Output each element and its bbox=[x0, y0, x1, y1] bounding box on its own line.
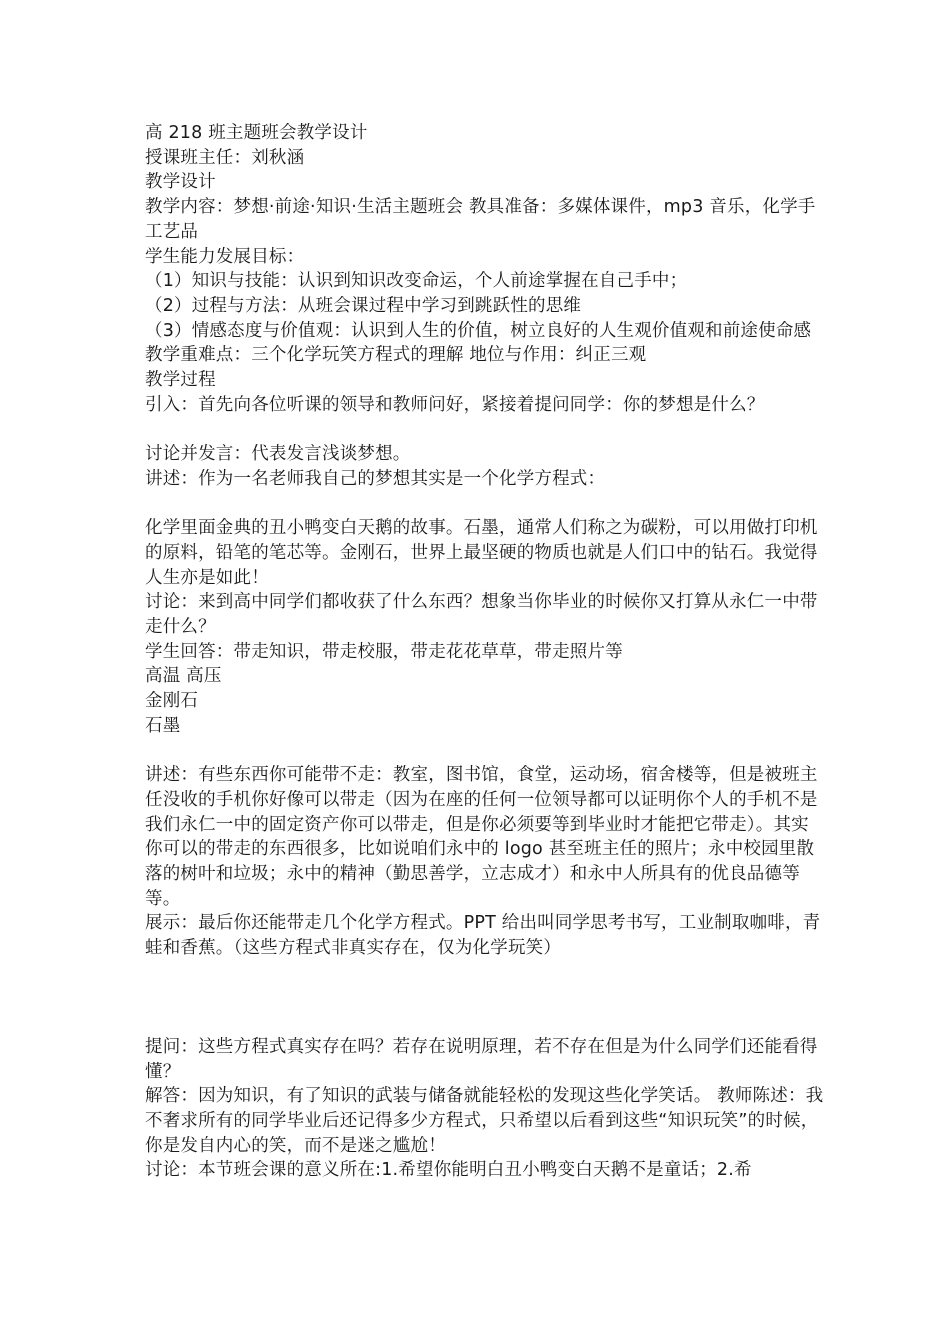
lecture-paragraph-2: 讲述：有些东西你可能带不走：教室，图书馆，食堂，运动场，宿舍楼等，但是被班主任没收的手机你好像可以带走（因为在座的任何一位领导都可以证明你个人的手机不是我们永仁一中的固定资产你可以带走，但是你必须要等到毕业时才能把它带走）。其实你可以的带走的东西很多，比如说咱们永中的 logo 甚至班主任的照片；永中校园里散落的树叶和垃圾；永中的精神（勤思善学，立志成才）和永中人所具有的优良品德等等。 bbox=[145, 765, 818, 909]
teacher-line: 授课班主任：刘秋涵 bbox=[145, 147, 305, 168]
goal-item-2: （2）过程与方法：从班会课过程中学习到跳跃性的思维 bbox=[145, 295, 582, 316]
document-title: 高 218 班主题班会教学设计 bbox=[145, 123, 368, 143]
spacer bbox=[145, 961, 825, 1035]
spacer bbox=[145, 492, 825, 517]
discussion-paragraph-3: 讨论：本节班会课的意义所在:1.希望你能明白丑小鸭变白天鹅不是童话；2.希 bbox=[145, 1160, 752, 1181]
display-paragraph: 展示：最后你还能带走几个化学方程式。PPT 给出叫同学思考书写，工业制取咖啡，青蛙和香蕉。（这些方程式非真实存在，仅为化学玩笑） bbox=[145, 913, 821, 959]
equation-reactant: 石墨 bbox=[145, 715, 181, 736]
goal-item-1: （1）知识与技能：认识到知识改变命运，个人前途掌握在自己手中； bbox=[145, 271, 688, 292]
section-heading-design: 教学设计 bbox=[145, 172, 216, 193]
goals-heading: 学生能力发展目标： bbox=[145, 246, 305, 267]
content-line: 教学内容：梦想·前途·知识·生活主题班会 教具准备：多媒体课件，mp3 音乐，化学手工艺品 bbox=[145, 197, 816, 242]
document-body bbox=[145, 121, 825, 1183]
key-points-line: 教学重难点：三个化学玩笑方程式的理解 地位与作用：纠正三观 bbox=[145, 345, 647, 366]
spacer bbox=[145, 417, 825, 442]
equation-product: 金刚石 bbox=[145, 691, 199, 712]
intro-paragraph: 引入：首先向各位听课的领导和教师问好，紧接着提问同学：你的梦想是什么？ bbox=[145, 394, 765, 415]
answer-paragraph: 解答：因为知识，有了知识的武装与储备就能轻松的发现这些化学笑话。 教师陈述：我不奢求所有的同学毕业后还记得多少方程式，只希望以后看到这些“知识玩笑”的时候，你是发自内心的笑，而不是迷之尴尬！ bbox=[145, 1086, 824, 1156]
story-paragraph: 化学里面金典的丑小鸭变白天鹅的故事。石墨，通常人们称之为碳粉，可以用做打印机的原料，铅笔的笔芯等。金刚石，世界上最坚硬的物质也就是人们口中的钻石。我觉得人生亦是如此！ bbox=[145, 518, 818, 588]
question-paragraph: 提问：这些方程式真实存在吗？若存在说明原理，若不存在但是为什么同学们还能看得懂？ bbox=[145, 1036, 818, 1082]
section-heading-process: 教学过程 bbox=[145, 370, 216, 391]
student-answer-paragraph: 学生回答：带走知识，带走校服，带走花花草草，带走照片等 bbox=[145, 641, 623, 662]
equation-condition: 高温 高压 bbox=[145, 666, 222, 687]
discussion-paragraph-2: 讨论：来到高中同学们都收获了什么东西？想象当你毕业的时候你又打算从永仁一中带走什么？ bbox=[145, 592, 818, 638]
spacer bbox=[145, 739, 825, 764]
goal-item-3: （3）情感态度与价值观：认识到人生的价值，树立良好的人生观价值观和前途使命感 bbox=[145, 320, 812, 341]
lecture-paragraph-1: 讲述：作为一名老师我自己的梦想其实是一个化学方程式： bbox=[145, 468, 606, 489]
discussion-paragraph-1: 讨论并发言：代表发言浅谈梦想。 bbox=[145, 444, 411, 465]
